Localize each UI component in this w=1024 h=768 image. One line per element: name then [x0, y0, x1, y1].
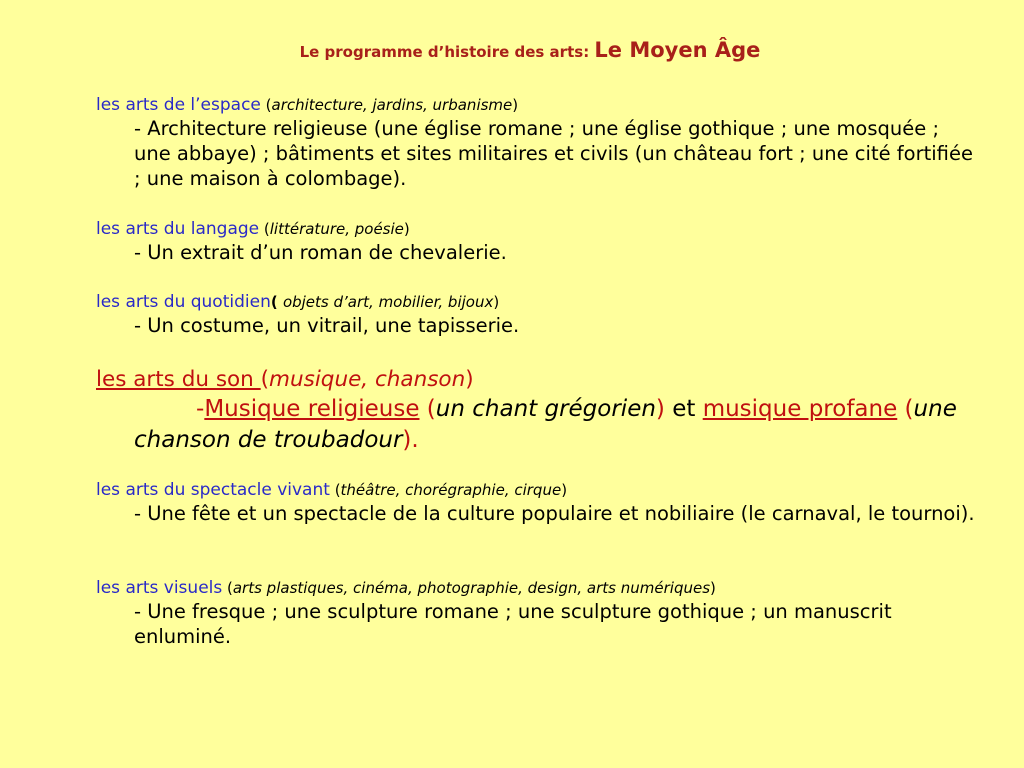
section-text: - Un extrait d’un roman de chevalerie.	[134, 241, 507, 264]
son-detail: musique, chanson	[269, 367, 466, 392]
son-item-profane: musique profane	[702, 396, 898, 422]
section-arts-espace	[96, 94, 976, 191]
paren-close: )	[465, 367, 474, 392]
son-close1: )	[655, 396, 665, 422]
son-close2: ).	[402, 427, 419, 453]
son-example-troubadour: une chanson de troubadour	[134, 396, 957, 453]
paren-close: )	[493, 293, 500, 311]
section-heading	[96, 291, 976, 313]
section-arts-son	[96, 366, 976, 456]
section-label: les arts du quotidien	[96, 292, 271, 312]
paren-close: )	[512, 96, 519, 114]
section-label: les arts visuels	[96, 578, 223, 598]
son-dash: -	[196, 396, 205, 422]
section-text: - Un costume, un vitrail, une tapisserie.	[134, 314, 520, 337]
paren-close: )	[561, 481, 568, 499]
slide-title	[0, 38, 1024, 62]
paren-open: (	[270, 293, 283, 311]
section-detail: architecture, jardins, urbanisme	[271, 96, 513, 114]
paren-open: (	[260, 96, 272, 114]
son-example-gregorian: un chant grégorien	[435, 396, 656, 422]
section-heading	[96, 218, 976, 240]
son-open1: (	[419, 396, 436, 422]
paren-open: (	[329, 481, 341, 499]
son-open2: (	[897, 396, 914, 422]
title-prefix: Le programme d’histoire des arts	[299, 43, 584, 61]
section-text: - Architecture religieuse (une église romane ; une église gothique ; une mosquée ; une abbaye) ; bâtiments et sites militaires et civils (un château fort ; une cité fortifiée ; une maison à colombage).	[134, 117, 973, 190]
paren-open: (	[222, 579, 233, 597]
section-detail: objets d’art, mobilier, bijoux	[282, 293, 494, 311]
section-heading	[96, 479, 976, 501]
title-main: Le Moyen Âge	[594, 38, 761, 62]
section-heading	[96, 577, 976, 599]
section-arts-visuels	[96, 577, 976, 649]
son-item-religious: Musique religieuse	[204, 396, 420, 422]
son-connector: et	[664, 396, 703, 422]
section-arts-langage	[96, 218, 976, 265]
paren-open: (	[259, 220, 270, 238]
section-detail: théâtre, chorégraphie, cirque	[340, 481, 562, 499]
section-arts-spectacle	[96, 479, 976, 526]
section-detail: littérature, poésie	[269, 220, 404, 238]
section-label: les arts du langage	[96, 219, 260, 239]
section-label: les arts de l’espace	[96, 95, 261, 115]
section-label: les arts du spectacle vivant	[96, 480, 330, 500]
son-text	[134, 394, 974, 456]
title-colon: :	[583, 43, 595, 61]
paren-close: )	[710, 579, 716, 597]
section-text: - Une fresque ; une sculpture romane ; une sculpture gothique ; un manuscrit enluminé.	[134, 600, 892, 648]
section-heading	[96, 94, 976, 116]
son-label: les arts du son	[96, 367, 261, 392]
son-heading	[96, 366, 976, 394]
section-detail: arts plastiques, cinéma, photographie, design, arts numériques	[232, 579, 711, 597]
paren-open: (	[260, 367, 270, 392]
paren-close: )	[403, 220, 410, 238]
section-arts-quotidien	[96, 291, 976, 338]
section-text: - Une fête et un spectacle de la culture populaire et nobiliaire (le carnaval, le tournoi).	[134, 502, 975, 525]
